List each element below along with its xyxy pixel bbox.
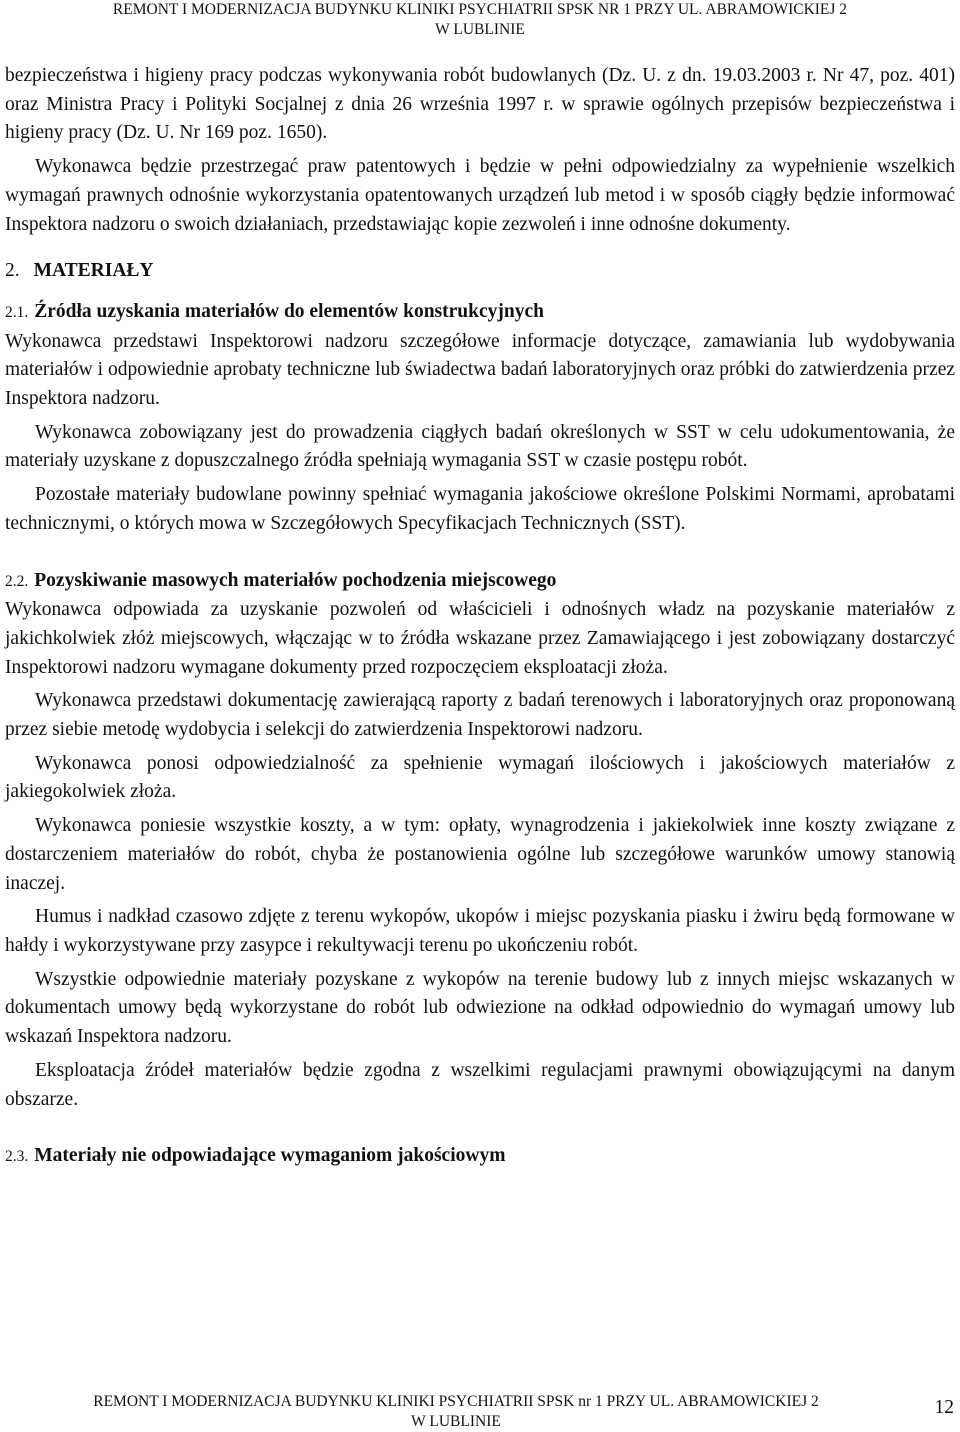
paragraph: Pozostałe materiały budowlane powinny spełniać wymagania jakościowe określone Polskimi Normami, aprobatami technicznymi, o których mowa w Szczegółowych Specyfikacjach Technicznych (SST). [5,484,955,534]
header-line-2: W LUBLINIE [435,21,525,38]
paragraph: Eksploatacja źródeł materiałów będzie zgodna z wszelkimi regulacjami prawnymi obowiązującymi na danym obszarze. [5,1059,955,1110]
section-title: Materiały nie odpowiadające wymaganiom jakościowym [34,1145,506,1167]
page-number: 12 [934,1397,954,1418]
paragraph: Wykonawca poniesie wszystkie koszty, a w tym: opłaty, wynagrodzenia i jakiekolwiek inne koszty związane z dostarczeniem materiałów do robót, chyba że postanowienia ogólne lub szczegółowe warunków umowy stanowią inaczej. [5,815,955,894]
header-line-1: REMONT I MODERNIZACJA BUDYNKU KLINIKI PSYCHIATRII SPSK NR 1 PRZY UL. ABRAMOWICKIEJ 2 [112,1,848,18]
paragraph: Wszystkie odpowiednie materiały pozyskane z wykopów na terenie budowy lub z innych miejsc wskazanych w dokumentach umowy będą wykorzystane do robót lub odwiezione na odkład odpowiednio do wymagań umowy lub wskazań Inspektora nadzoru. [5,968,955,1048]
footer-line-1: REMONT I MODERNIZACJA BUDYNKU KLINIKI PSYCHIATRII SPSK nr 1 PRZY UL. ABRAMOWICKIEJ 2 [93,1393,819,1410]
section-2-1-heading [5,298,955,328]
paragraph: Wykonawca ponosi odpowiedzialność za spełnienie wymagań ilościowych i jakościowych materiałów z jakiegokolwiek złoża. [5,752,955,803]
running-footer [8,1392,904,1432]
paragraph: Wykonawca przedstawi Inspektorowi nadzoru szczegółowe informacje dotyczące, zamawiania lub wydobywania materiałów i odpowiednie aprobaty techniczne lub świadectwa badań laboratoryjnych oraz próbki do zatwierdzenia przez Inspektora nadzoru. [5,330,955,410]
spacer [5,539,955,567]
paragraph-safety-regulations: bezpieczeństwa i higieny pracy podczas wykonywania robót budowlanych (Dz. U. z dn. 19.03.2003 r. Nr 47, poz. 401) oraz Ministra Pracy i Polityki Socjalnej z dnia 26 września 1997 r. w sprawie ogólnych przepisów bezpieczeństwa i higieny pracy (Dz. U. Nr 169 poz. 1650). [5,65,955,144]
section-number: 2. [5,260,20,282]
footer-line-2: W LUBLINIE [411,1413,501,1430]
section-title: Pozyskiwanie masowych materiałów pochodzenia miejscowego [34,569,557,591]
paragraph: Wykonawca przedstawi dokumentację zawierającą raporty z badań terenowych i laboratoryjnych oraz proponowaną przez siebie metodę wydobycia i selekcji do zatwierdzenia Inspektorowi nadzoru. [5,690,955,741]
spacer [5,1114,955,1142]
section-2-2-heading [5,567,955,597]
section-number: 2.3. [5,1148,29,1166]
section-2-heading [5,257,955,286]
paragraph: Wykonawca odpowiada za uzyskanie pozwoleń od właścicieli i odnośnych władz na pozyskanie materiałów z jakichkolwiek złóż miejscowych, włączając w to źródła wskazane przez Zamawiającego i jest zobowiązany dostarczyć Inspektorowi nadzoru wymagane dokumenty przed rozpoczęciem eksploatacji złoża. [5,599,955,678]
section-number: 2.2. [5,572,29,590]
paragraph-patent-rights: Wykonawca będzie przestrzegać praw patentowych i będzie w pełni odpowiedzialny za wypełnienie wszelkich wymagań prawnych odnośnie wykorzystania opatentowanych urządzeń lub metod i w sposób ciągły będzie informować Inspektora nadzoru o swoich działaniach, przedstawiając kopie zezwoleń i inne odnośne dokumenty. [5,156,955,235]
section-title: Źródła uzyskania materiałów do elementów konstrukcyjnych [34,300,544,322]
section-number: 2.1. [5,303,29,321]
paragraph: Wykonawca zobowiązany jest do prowadzenia ciągłych badań określonych w SST w celu udokumentowania, że materiały uzyskane z dopuszczalnego źródła spełniają wymagania SST w czasie postępu robót. [5,421,955,472]
paragraph: Humus i nadkład czasowo zdjęte z terenu wykopów, ukopów i miejsc pozyskania piasku i żwiru będą formowane w hałdy i wykorzystywane przy zasypce i rekultywacji terenu po ukończeniu robót. [5,906,955,956]
section-title: MATERIAŁY [33,260,154,282]
document-body [5,62,955,1172]
section-2-3-heading [5,1142,955,1172]
running-header [8,0,952,40]
